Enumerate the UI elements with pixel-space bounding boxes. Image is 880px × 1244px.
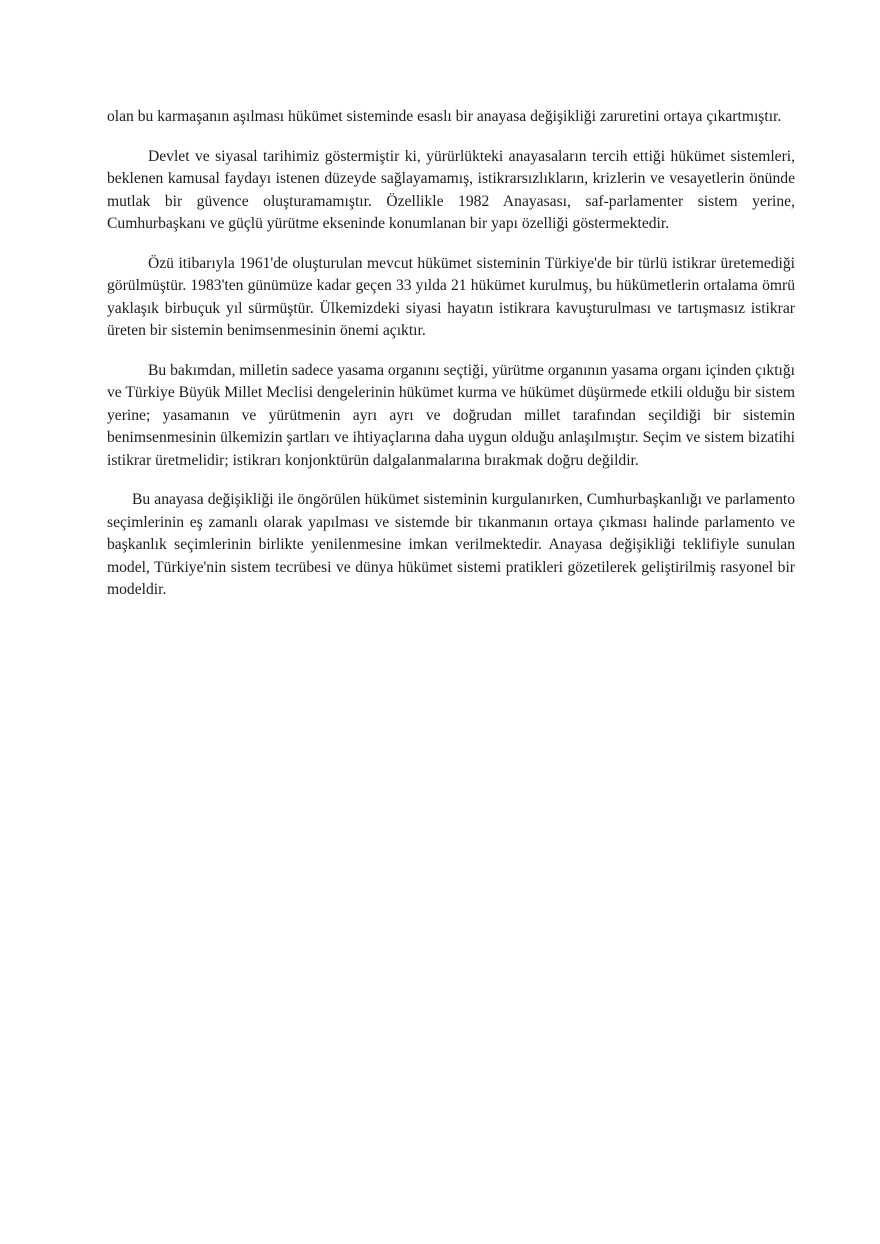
document-body	[107, 106, 795, 619]
paragraph-political-history: Devlet ve siyasal tarihimiz göstermiştir ki, yürürlükteki anayasaların tercih ettiği hükümet sistemleri, beklenen kamusal faydayı istenen düzeyde sağlayamamış, istikrarsızlıkların, krizlerin ve vesayetlerin önünde mutlak bir güvence oluşturamamıştır. Özellikle 1982 Anayasası, saf-parlamenter sistem yerine, Cumhurbaşkanı ve güçlü yürütme ekseninde konumlanan bir yapı özelliği göstermektedir.	[107, 147, 795, 232]
paragraph-concurrent-elections: Bu anayasa değişikliği ile öngörülen hükümet sisteminin kurgulanırken, Cumhurbaşkanlığı ve parlamento seçimlerinin eş zamanlı olarak yapılması ve sistemde bir tıkanmanın ortaya çıkması halinde parlamento ve başkanlık seçimlerinin birlikte yenilenmesine imkan verilmektedir. Anayasa değişikliği teklifiyle sunulan model, Türkiye'nin sistem tecrübesi ve dünya hükümet sistemi pratikleri gözetilerek geliştirilmiş rasyonel bir modeldir.	[107, 491, 795, 598]
paragraph-separation-of-powers: Bu bakımdan, milletin sadece yasama organını seçtiği, yürütme organının yasama organı içinden çıktığı ve Türkiye Büyük Millet Meclisi dengelerinin hükümet kurma ve hükümet düşürmede etkili olduğu bir sistem yerine; yasamanın ve yürütmenin ayrı ayrı ve doğrudan millet tarafından seçildiği bir sistemin benimsenmesinin ülkemizin şartları ve ihtiyaçlarına daha uygun olduğu anlaşılmıştır. Seçim ve sistem bizatihi istikrar üretmelidir; istikrarı konjonktürün dalgalanmalarına bırakmak doğru değildir.	[107, 361, 795, 469]
paragraph-continuation: olan bu karmaşanın aşılması hükümet sisteminde esaslı bir anayasa değişikliği zaruretini ortaya çıkartmıştır.	[107, 108, 782, 125]
paragraph-government-stability: Özü itibarıyla 1961'de oluşturulan mevcut hükümet sisteminin Türkiye'de bir türlü istikrar üretemediği görülmüştür. 1983'ten günümüze kadar geçen 33 yılda 21 hükümet kurulmuş, bu hükümetlerin ortalama ömrü yaklaşık birbuçuk yıl sürmüştür. Ülkemizdeki siyasi hayatın istikrara kavuşturulması ve tartışmasız istikrar üreten bir sistemin benimsenmesinin önemi açıktır.	[107, 254, 795, 339]
